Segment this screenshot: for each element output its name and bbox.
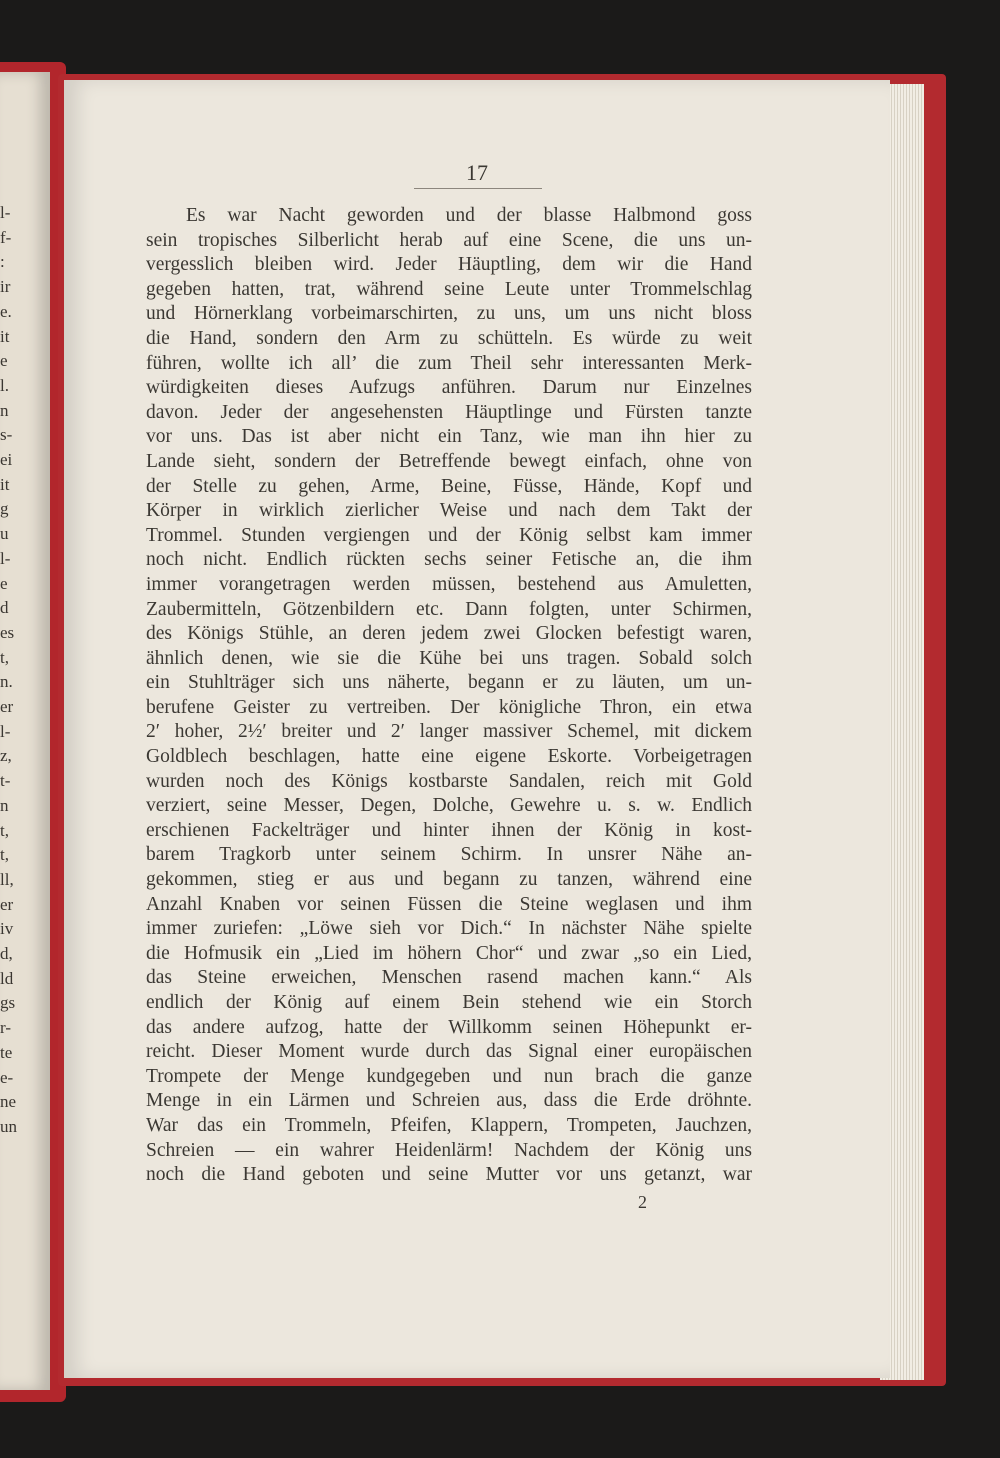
text-line: Lande sieht, sondern der Betreffende bewegt einfach, ohne von: [146, 450, 752, 472]
previous-page-fragment: n: [0, 400, 9, 420]
text-line: und Hörnerklang vorbeimarschirten, zu uns, um uns nicht bloss: [146, 303, 752, 325]
previous-page-fragment: e: [0, 351, 8, 371]
text-line: das andere aufzog, hatte der Willkomm seinen Höhepunkt er-: [146, 1016, 752, 1038]
book-page: [64, 80, 890, 1378]
previous-page-fragment: it: [0, 326, 10, 346]
previous-page-fragment: l.: [0, 375, 9, 395]
previous-page-fragment: er: [0, 697, 14, 716]
page-number: 17: [466, 160, 488, 185]
previous-page-fragment: un: [0, 1116, 17, 1136]
previous-page-fragment: e.: [0, 301, 12, 321]
text-line: gekommen, stieg er aus und begann zu tanzen, während eine: [146, 869, 752, 891]
previous-page-fragment: l-: [0, 203, 11, 222]
text-line: des Königs Stühle, an deren jedem zwei Glocken befestigt waren,: [146, 623, 752, 645]
text-line: Es war Nacht geworden und der blasse Halbmond goss: [186, 205, 752, 226]
previous-page-fragment: t,: [0, 647, 9, 667]
previous-page-fragment: e: [0, 573, 8, 593]
previous-page-fragment: es: [0, 622, 15, 642]
text-line: wurden noch des Königs kostbarste Sandalen, reich mit Gold: [146, 770, 752, 792]
text-line: barem Tragkorb unter seinem Schirm. In unsrer Nähe an-: [146, 844, 752, 866]
previous-page-fragment: ei: [0, 450, 13, 469]
previous-page-fragment: f-: [0, 227, 12, 247]
text-line: das Steine erweichen, Menschen rasend machen kann.“ Als: [146, 967, 752, 989]
text-line: vergesslich bleiben wird. Jeder Häuptling, dem wir die Hand: [146, 254, 752, 276]
text-line: verziert, seine Messer, Degen, Dolche, Gewehre u. s. w. Endlich: [146, 795, 752, 817]
text-line: die Hofmusik ein „Lied im höhern Chor“ und zwar „so ein Lied,: [146, 942, 752, 964]
text-line: Schreien — ein wahrer Heidenlärm! Nachdem der König uns: [146, 1139, 752, 1161]
previous-page-fragment: l-: [0, 721, 11, 741]
text-line: noch die Hand geboten und seine Mutter vor uns getanzt, war: [146, 1164, 752, 1186]
text-line: Trompete der Menge kundgegeben und nun brach die ganze: [146, 1065, 752, 1087]
previous-page-fragment: g: [0, 499, 9, 519]
previous-page-fragment: ne: [0, 1092, 17, 1112]
text-line: würdigkeiten dieses Aufzugs anführen. Darum nur Einzelnes: [146, 377, 752, 399]
text-line: davon. Jeder der angesehensten Häuptlinge und Fürsten tanzte: [146, 401, 752, 423]
previous-page-fragment: r-: [0, 1018, 11, 1038]
previous-page-fragment: d: [0, 598, 9, 618]
previous-page-fragment: l-: [0, 548, 11, 568]
text-line: endlich der König auf einem Bein stehend wie ein Storch: [146, 992, 752, 1013]
text-line: berufene Geister zu vertreiben. Der königliche Thron, ein etwa: [146, 696, 752, 718]
previous-page-fragment: te: [0, 1042, 13, 1062]
text-line: der Stelle zu gehen, Arme, Beine, Füsse, Hände, Kopf und: [146, 475, 752, 497]
previous-page-fragment: e-: [0, 1067, 14, 1087]
text-line: Körper in wirklich zierlicher Weise und nach dem Takt der: [146, 500, 752, 522]
previous-page-fragment: ld: [0, 968, 14, 988]
text-line: Zaubermitteln, Götzenbildern etc. Dann folgten, unter Schirmen,: [146, 598, 752, 620]
text-line: die Hand, sondern den Arm zu schütteln. Es würde zu weit: [146, 327, 752, 349]
text-line: führen, wollte ich all’ die zum Theil sehr interessanten Merk-: [146, 352, 752, 374]
text-line: War das ein Trommeln, Pfeifen, Klappern, Trompeten, Jauchzen,: [146, 1114, 752, 1136]
previous-page-fragment: d,: [0, 944, 13, 963]
text-line: Goldblech beschlagen, hatte eine eigene Eskorte. Vorbeigetragen: [146, 746, 752, 768]
previous-page-fragment: it: [0, 474, 10, 494]
previous-page-fragment: gs: [0, 993, 16, 1013]
previous-page-fragment: s-: [0, 425, 13, 445]
previous-page-fragment: u: [0, 524, 9, 544]
text-line: erschienen Fackelträger und hinter ihnen der König in kost-: [146, 819, 752, 841]
previous-page-fragment: ll,: [0, 869, 14, 889]
text-line: 2′ hoher, 2½′ breiter und 2′ langer massiver Schemel, mit dickem: [146, 721, 752, 743]
previous-page: [0, 72, 50, 1390]
previous-page-fragment: :: [0, 252, 5, 272]
text-line: Anzahl Knaben vor seinen Füssen die Steine weglasen und ihm: [146, 893, 752, 915]
text-line: immer zuriefen: „Löwe sieh vor Dich.“ In nächster Nähe spielte: [146, 918, 752, 940]
signature-mark: 2: [638, 1192, 647, 1212]
previous-page-fragment: er: [0, 894, 14, 914]
header-rule: [414, 188, 542, 189]
previous-page-fragment: t,: [0, 820, 9, 840]
previous-page-fragment: iv: [0, 919, 14, 939]
previous-page-fragment: ir: [0, 277, 11, 297]
text-line: reicht. Dieser Moment wurde durch das Signal einer europäischen: [146, 1041, 752, 1063]
text-line: Menge in ein Lärmen und Schreien aus, dass die Erde dröhnte.: [146, 1090, 752, 1112]
previous-page-fragment: n: [0, 795, 9, 815]
previous-page-fragment: n.: [0, 672, 13, 692]
text-line: Trommel. Stunden vergiengen und der König selbst kam immer: [146, 524, 752, 546]
body-text: [146, 204, 752, 1188]
previous-page-fragment: t,: [0, 845, 9, 865]
text-line: gegeben hatten, trat, während seine Leute unter Trommelschlag: [146, 278, 752, 300]
text-line: noch nicht. Endlich rückten sechs seiner Fetische an, die ihm: [146, 549, 752, 571]
text-line: sein tropisches Silberlicht herab auf eine Scene, die uns un-: [146, 229, 752, 251]
text-line: ähnlich denen, wie sie die Kühe bei uns tragen. Sobald solch: [146, 647, 752, 669]
text-line: vor uns. Das ist aber nicht ein Tanz, wie man ihn hier zu: [146, 426, 752, 448]
previous-page-fragment: t-: [0, 771, 11, 791]
text-line: ein Stuhlträger sich uns näherte, begann er zu läuten, um un-: [146, 672, 752, 694]
text-line: immer vorangetragen werden müssen, bestehend aus Amuletten,: [146, 573, 752, 595]
previous-page-fragment: z,: [0, 746, 12, 766]
